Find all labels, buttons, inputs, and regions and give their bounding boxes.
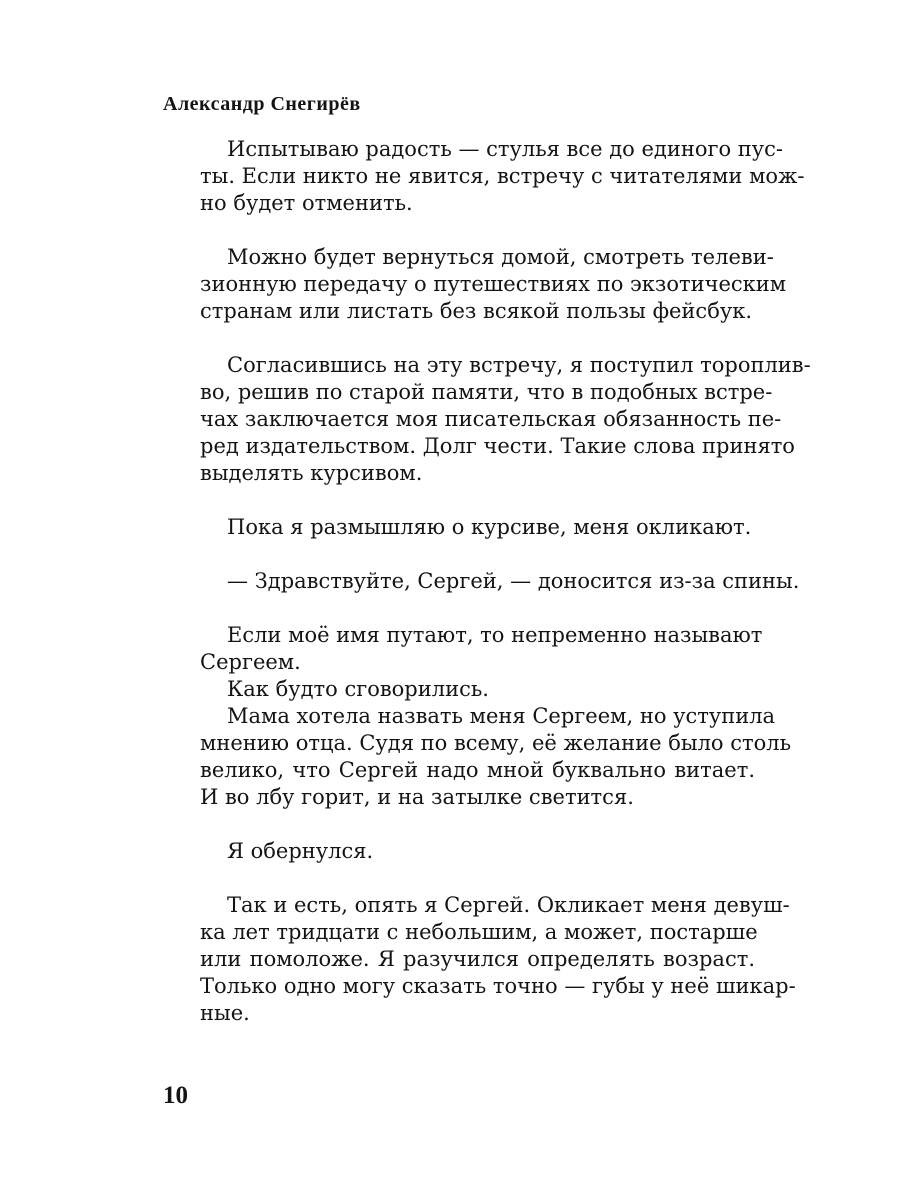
- text-line: зионную передачу о путешествиях по экзотическим: [200, 272, 787, 296]
- text-line: Я обернулся.: [227, 839, 374, 863]
- text-line: ка лет тридцати с небольшим, а может, постарше: [200, 920, 758, 944]
- text-line: ные.: [200, 1001, 250, 1025]
- text-line: — Здравствуйте, Сергей, — доносится из-за спины.: [227, 569, 800, 593]
- text-line: во, решив по старой памяти, что в подобных встре-: [200, 380, 773, 404]
- text-line: Испытываю радость — стулья все до единого пус-: [227, 137, 784, 161]
- text-line: ред издательством. Долг чести. Такие слова принято: [200, 434, 795, 458]
- page-body: [200, 136, 811, 1027]
- text-line: выделять курсивом.: [200, 461, 423, 485]
- text-line: мнению отца. Судя по всему, её желание было столь: [200, 731, 792, 755]
- text-line: но будет отменить.: [200, 191, 413, 215]
- text-line: ты. Если никто не явится, встречу с читателями мож-: [200, 164, 805, 188]
- paragraph: [200, 622, 763, 676]
- paragraph: [200, 352, 811, 487]
- text-line: Если моё имя путают, то непременно называют: [227, 623, 763, 647]
- text-line: странам или листать без всякой пользы фейсбук.: [200, 299, 752, 323]
- paragraph: [200, 136, 805, 217]
- text-line: велико, что Сергей надо мной буквально витает.: [200, 758, 755, 782]
- paragraph-dialogue: [200, 568, 800, 595]
- paragraph: [200, 703, 792, 811]
- text-line: Только одно могу сказать точно — губы у неё шикар-: [200, 974, 796, 998]
- text-line: Согласившись на эту встречу, я поступил тороплив-: [227, 353, 811, 377]
- text-line: Так и есть, опять я Сергей. Окликает меня девуш-: [227, 893, 790, 917]
- text-line: И во лбу горит, и на затылке светится.: [200, 785, 634, 809]
- paragraph: [200, 514, 755, 541]
- page-number: 10: [163, 1082, 188, 1109]
- text-line: Можно будет вернуться домой, смотреть телеви-: [227, 245, 774, 269]
- text-line: Как будто сговорились.: [227, 677, 489, 701]
- paragraph: [200, 838, 755, 865]
- text-line: Пока я размышляю о курсиве, меня окликают.: [227, 515, 752, 539]
- paragraph: [200, 244, 787, 325]
- paragraph: [200, 676, 755, 703]
- text-line: Сергеем.: [200, 650, 301, 674]
- text-line: чах заключается моя писательская обязанность пе-: [200, 407, 782, 431]
- text-line: или помоложе. Я разучился определять возраст.: [200, 947, 755, 971]
- text-line: Мама хотела назвать меня Сергеем, но уступила: [227, 704, 776, 728]
- paragraph: [200, 892, 796, 1027]
- running-header-author: Александр Снегирёв: [163, 93, 361, 115]
